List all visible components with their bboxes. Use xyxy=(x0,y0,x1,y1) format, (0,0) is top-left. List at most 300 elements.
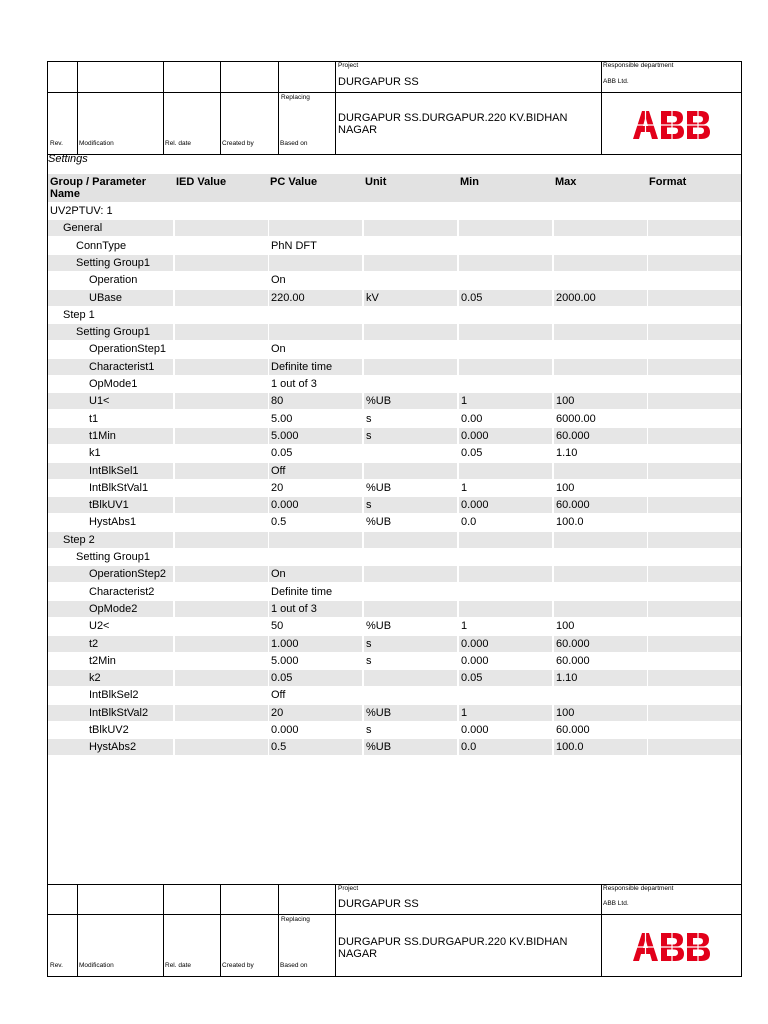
table-cell xyxy=(175,670,268,686)
table-cell xyxy=(648,601,741,617)
pc-value: Definite time xyxy=(271,360,333,373)
table-cell xyxy=(554,307,647,323)
min-value: 0.000 xyxy=(461,724,489,736)
column-header-min: Min xyxy=(460,176,479,188)
table-cell xyxy=(459,566,552,582)
table-cell xyxy=(648,307,741,323)
table-cell xyxy=(175,445,268,461)
table-cell xyxy=(175,463,268,479)
table-cell xyxy=(554,272,647,288)
table-cell xyxy=(648,359,741,375)
table-cell xyxy=(364,687,457,703)
unit-value: s xyxy=(366,499,372,512)
table-cell xyxy=(175,566,268,582)
table-cell xyxy=(364,584,457,600)
responsible-department-value: ABB Ltd. xyxy=(603,78,629,85)
pc-value: Off xyxy=(271,689,286,702)
table-row xyxy=(48,463,741,479)
table-row xyxy=(48,307,741,323)
param-name: General xyxy=(63,222,103,235)
table-cell xyxy=(554,341,647,357)
table-cell xyxy=(364,463,457,479)
table-cell xyxy=(648,722,741,738)
responsible-department-label: Responsible department xyxy=(603,62,674,69)
min-value: 0.05 xyxy=(461,291,483,304)
table-cell xyxy=(175,359,268,375)
table-cell xyxy=(175,584,268,600)
table-cell xyxy=(554,687,647,703)
table-cell xyxy=(364,220,457,236)
table-cell xyxy=(269,220,362,236)
table-row xyxy=(48,584,741,600)
table-cell xyxy=(269,203,362,219)
table-cell xyxy=(175,272,268,288)
table-cell xyxy=(459,203,552,219)
table-cell xyxy=(459,584,552,600)
table-cell xyxy=(554,359,647,375)
table-cell xyxy=(459,463,552,479)
table-cell xyxy=(459,601,552,617)
modification-label: Modification xyxy=(79,140,114,147)
table-cell xyxy=(459,532,552,548)
table-cell xyxy=(269,532,362,548)
table-cell xyxy=(648,272,741,288)
table-row xyxy=(48,636,741,652)
table-cell xyxy=(175,601,268,617)
table-cell xyxy=(648,445,741,461)
table-row xyxy=(48,203,741,219)
document-description: DURGAPUR SS.DURGAPUR.220 KV.BIDHAN NAGAR xyxy=(338,936,568,960)
table-cell xyxy=(364,359,457,375)
table-cell xyxy=(175,514,268,530)
table-cell xyxy=(269,324,362,340)
title-block-bottom xyxy=(48,884,741,976)
param-name: IntBlkStVal2 xyxy=(89,706,149,719)
table-cell xyxy=(554,566,647,582)
pc-value: PhN DFT xyxy=(271,239,317,252)
table-cell xyxy=(364,341,457,357)
pc-value: On xyxy=(271,274,286,287)
table-cell xyxy=(175,705,268,721)
table-cell xyxy=(648,480,741,496)
table-cell xyxy=(48,670,173,686)
table-cell xyxy=(269,549,362,565)
table-cell xyxy=(175,203,268,219)
min-value: 1 xyxy=(461,395,468,408)
unit-value: s xyxy=(366,637,372,650)
pc-value: 0.05 xyxy=(271,447,293,460)
table-cell xyxy=(459,376,552,392)
pc-value: 1 out of 3 xyxy=(271,602,317,615)
param-name: Characterist1 xyxy=(89,360,155,373)
param-name: U2< xyxy=(89,620,110,633)
param-name: OperationStep1 xyxy=(89,343,167,356)
table-row xyxy=(48,255,741,271)
max-value: 100 xyxy=(556,706,575,719)
table-cell xyxy=(554,203,647,219)
table-cell xyxy=(175,411,268,427)
column-header-pc-value: PC Value xyxy=(270,176,318,188)
table-cell xyxy=(459,359,552,375)
max-value: 6000.00 xyxy=(556,412,596,425)
table-cell xyxy=(648,393,741,409)
param-name: t2Min xyxy=(89,654,116,667)
created-by-label: Created by xyxy=(222,140,254,147)
param-name: Operation xyxy=(89,274,138,287)
pc-value: 50 xyxy=(271,620,284,633)
param-name: OpMode1 xyxy=(89,378,138,390)
table-cell xyxy=(175,739,268,755)
min-value: 1 xyxy=(461,620,468,633)
table-cell xyxy=(648,618,741,634)
pc-value: 0.5 xyxy=(271,516,287,529)
table-cell xyxy=(175,307,268,323)
table-cell xyxy=(648,324,741,340)
param-name: Step 1 xyxy=(63,308,95,321)
project-value: DURGAPUR SS xyxy=(338,898,419,910)
param-name: OpMode2 xyxy=(89,602,138,615)
table-cell xyxy=(175,238,268,254)
responsible-department-label: Responsible department xyxy=(603,885,674,892)
table-cell xyxy=(459,705,552,721)
table-cell xyxy=(175,687,268,703)
table-cell xyxy=(459,480,552,496)
table-cell xyxy=(648,497,741,513)
column-header-name: Group / Parameter Name xyxy=(50,176,146,200)
table-cell xyxy=(48,636,173,652)
pc-value: 1.000 xyxy=(271,637,299,650)
table-row xyxy=(48,359,741,375)
table-cell xyxy=(554,324,647,340)
project-label: Project xyxy=(338,62,359,69)
max-value: 100.0 xyxy=(556,741,584,754)
param-name: Characterist2 xyxy=(89,585,155,598)
section-title: Settings xyxy=(48,153,88,165)
table-cell xyxy=(364,376,457,392)
table-cell xyxy=(48,618,173,634)
table-cell xyxy=(175,255,268,271)
table-row xyxy=(48,687,741,703)
table-cell xyxy=(648,705,741,721)
table-cell xyxy=(364,255,457,271)
table-cell xyxy=(364,411,457,427)
table-cell xyxy=(175,220,268,236)
param-name: tBlkUV2 xyxy=(89,724,129,736)
unit-value: %UB xyxy=(366,481,392,494)
table-cell xyxy=(175,653,268,669)
unit-value: %UB xyxy=(366,620,392,633)
param-name: Setting Group1 xyxy=(76,256,150,269)
table-row xyxy=(48,722,741,738)
table-cell xyxy=(648,411,741,427)
table-row xyxy=(48,739,741,755)
max-value: 60.000 xyxy=(556,499,590,512)
rev-label: Rev. xyxy=(50,962,63,969)
min-value: 1 xyxy=(461,481,468,494)
param-name: ConnType xyxy=(76,239,127,252)
param-name: t1 xyxy=(89,412,99,425)
table-cell xyxy=(459,238,552,254)
table-row xyxy=(48,376,741,392)
table-row xyxy=(48,532,741,548)
table-cell xyxy=(554,255,647,271)
param-name: IntBlkSel1 xyxy=(89,464,139,477)
table-row xyxy=(48,238,741,254)
table-cell xyxy=(364,203,457,219)
table-cell xyxy=(175,428,268,444)
unit-value: s xyxy=(366,724,372,736)
max-value: 2000.00 xyxy=(556,291,596,304)
table-cell xyxy=(48,393,173,409)
column-header-ied-value: IED Value xyxy=(176,176,227,188)
table-header xyxy=(48,174,741,202)
responsible-department-value: ABB Ltd. xyxy=(603,900,629,907)
table-cell xyxy=(648,687,741,703)
max-value: 60.000 xyxy=(556,654,590,667)
column-header-format: Format xyxy=(649,176,687,188)
project-value: DURGAPUR SS xyxy=(338,76,419,88)
unit-value: %UB xyxy=(366,741,392,754)
pc-value: 5.000 xyxy=(271,654,299,667)
table-cell xyxy=(364,272,457,288)
table-cell xyxy=(648,739,741,755)
param-name: t1Min xyxy=(89,429,116,442)
table-cell xyxy=(364,324,457,340)
table-cell xyxy=(459,272,552,288)
table-row xyxy=(48,705,741,721)
abb-logo xyxy=(631,109,713,141)
table-cell xyxy=(648,203,741,219)
table-row xyxy=(48,445,741,461)
table-cell xyxy=(554,532,647,548)
table-cell xyxy=(648,463,741,479)
table-cell xyxy=(175,497,268,513)
max-value: 60.000 xyxy=(556,724,590,736)
rel-date-label: Rel. date xyxy=(165,140,192,147)
max-value: 100.0 xyxy=(556,516,584,529)
min-value: 0.00 xyxy=(461,412,483,425)
param-name: IntBlkSel2 xyxy=(89,689,139,702)
abb-logo xyxy=(631,931,713,963)
table-cell xyxy=(648,653,741,669)
table-cell xyxy=(554,601,647,617)
table-row xyxy=(48,290,741,306)
table-row xyxy=(48,324,741,340)
max-value: 1.10 xyxy=(556,672,578,685)
pc-value: 5.00 xyxy=(271,412,293,425)
unit-value: s xyxy=(366,429,372,442)
table-row xyxy=(48,220,741,236)
table-cell xyxy=(554,220,647,236)
pc-value: On xyxy=(271,568,286,581)
table-cell xyxy=(364,428,457,444)
table-row xyxy=(48,618,741,634)
unit-value: s xyxy=(366,412,372,425)
table-cell xyxy=(48,411,173,427)
max-value: 100 xyxy=(556,620,575,633)
project-label: Project xyxy=(338,885,359,892)
table-cell xyxy=(648,290,741,306)
param-name: OperationStep2 xyxy=(89,568,167,581)
table-cell xyxy=(459,255,552,271)
column-header-max: Max xyxy=(555,176,577,188)
table-cell xyxy=(175,341,268,357)
table-cell xyxy=(648,584,741,600)
table-cell xyxy=(554,376,647,392)
table-row xyxy=(48,497,741,513)
table-cell xyxy=(554,584,647,600)
min-value: 0.0 xyxy=(461,516,477,529)
table-cell xyxy=(554,463,647,479)
table-cell xyxy=(175,324,268,340)
min-value: 0.000 xyxy=(461,637,489,650)
pc-value: 20 xyxy=(271,706,284,719)
table-cell xyxy=(459,307,552,323)
table-cell xyxy=(364,601,457,617)
table-row xyxy=(48,272,741,288)
unit-value: %UB xyxy=(366,516,392,529)
table-cell xyxy=(364,307,457,323)
table-row xyxy=(48,480,741,496)
column-header-unit: Unit xyxy=(365,176,387,188)
pc-value: 0.000 xyxy=(271,499,299,512)
pc-value: 1 out of 3 xyxy=(271,378,317,390)
table-row xyxy=(48,428,741,444)
table-cell xyxy=(648,428,741,444)
param-name: Setting Group1 xyxy=(76,326,150,339)
based-on-label: Based on xyxy=(280,140,308,147)
pc-value: Off xyxy=(271,464,286,477)
pc-value: On xyxy=(271,343,286,356)
table-row xyxy=(48,411,741,427)
param-name: Setting Group1 xyxy=(76,551,150,563)
table-cell xyxy=(554,549,647,565)
max-value: 60.000 xyxy=(556,637,590,650)
pc-value: 5.000 xyxy=(271,429,299,442)
param-name: t2 xyxy=(89,637,99,650)
min-value: 1 xyxy=(461,706,468,719)
min-value: 0.05 xyxy=(461,672,483,685)
document-description: DURGAPUR SS.DURGAPUR.220 KV.BIDHAN NAGAR xyxy=(338,112,568,136)
max-value: 1.10 xyxy=(556,447,578,460)
table-cell xyxy=(175,290,268,306)
rev-label: Rev. xyxy=(50,140,63,147)
param-name: k1 xyxy=(89,447,101,460)
table-cell xyxy=(175,618,268,634)
table-row xyxy=(48,341,741,357)
table-row xyxy=(48,653,741,669)
table-cell xyxy=(364,653,457,669)
min-value: 0.05 xyxy=(461,447,483,460)
table-row xyxy=(48,566,741,582)
param-name: UV2PTUV: 1 xyxy=(50,205,113,217)
table-cell xyxy=(175,480,268,496)
table-cell xyxy=(459,341,552,357)
min-value: 0.000 xyxy=(461,499,489,512)
table-row xyxy=(48,514,741,530)
table-cell xyxy=(459,324,552,340)
unit-value: %UB xyxy=(366,395,392,408)
table-cell xyxy=(175,722,268,738)
table-cell xyxy=(459,220,552,236)
table-cell xyxy=(48,445,173,461)
unit-value: kV xyxy=(366,291,379,304)
created-by-label: Created by xyxy=(222,962,254,969)
table-cell xyxy=(364,722,457,738)
table-cell xyxy=(648,636,741,652)
table-cell xyxy=(175,549,268,565)
table-cell xyxy=(648,514,741,530)
table-cell xyxy=(364,549,457,565)
table-cell xyxy=(364,497,457,513)
table-cell xyxy=(269,255,362,271)
table-cell xyxy=(648,220,741,236)
table-cell xyxy=(459,549,552,565)
pc-value: 0.000 xyxy=(271,724,299,736)
table-cell xyxy=(648,549,741,565)
table-row xyxy=(48,549,741,565)
table-cell xyxy=(175,636,268,652)
table-cell xyxy=(459,618,552,634)
pc-value: 0.5 xyxy=(271,741,287,754)
table-cell xyxy=(175,376,268,392)
param-name: U1< xyxy=(89,395,110,408)
table-cell xyxy=(364,670,457,686)
table-row xyxy=(48,393,741,409)
table-cell xyxy=(648,532,741,548)
replacing-label: Replacing xyxy=(281,916,310,923)
max-value: 100 xyxy=(556,395,575,408)
table-cell xyxy=(175,393,268,409)
document-frame xyxy=(47,61,742,977)
pc-value: Definite time xyxy=(271,585,333,598)
table-cell xyxy=(364,636,457,652)
rel-date-label: Rel. date xyxy=(165,962,192,969)
table-cell xyxy=(364,532,457,548)
param-name: UBase xyxy=(89,291,123,304)
param-name: IntBlkStVal1 xyxy=(89,481,149,494)
table-row xyxy=(48,601,741,617)
unit-value: s xyxy=(366,654,372,667)
table-cell xyxy=(648,376,741,392)
replacing-label: Replacing xyxy=(281,94,310,101)
param-name: HystAbs2 xyxy=(89,741,137,754)
param-name: k2 xyxy=(89,672,101,685)
table-cell xyxy=(648,566,741,582)
table-cell xyxy=(459,393,552,409)
table-row xyxy=(48,670,741,686)
param-name: HystAbs1 xyxy=(89,516,137,529)
table-cell xyxy=(364,566,457,582)
table-cell xyxy=(459,687,552,703)
title-block-top xyxy=(48,62,741,154)
based-on-label: Based on xyxy=(280,962,308,969)
unit-value: %UB xyxy=(366,706,392,719)
min-value: 0.000 xyxy=(461,654,489,667)
table-cell xyxy=(648,238,741,254)
table-cell xyxy=(648,670,741,686)
param-name: Step 2 xyxy=(63,533,95,546)
pc-value: 20 xyxy=(271,481,284,494)
param-name: tBlkUV1 xyxy=(89,499,129,512)
table-cell xyxy=(175,532,268,548)
table-cell xyxy=(364,445,457,461)
max-value: 100 xyxy=(556,481,575,494)
pc-value: 220.00 xyxy=(271,291,305,304)
min-value: 0.000 xyxy=(461,429,489,442)
table-cell xyxy=(648,255,741,271)
table-cell xyxy=(554,238,647,254)
